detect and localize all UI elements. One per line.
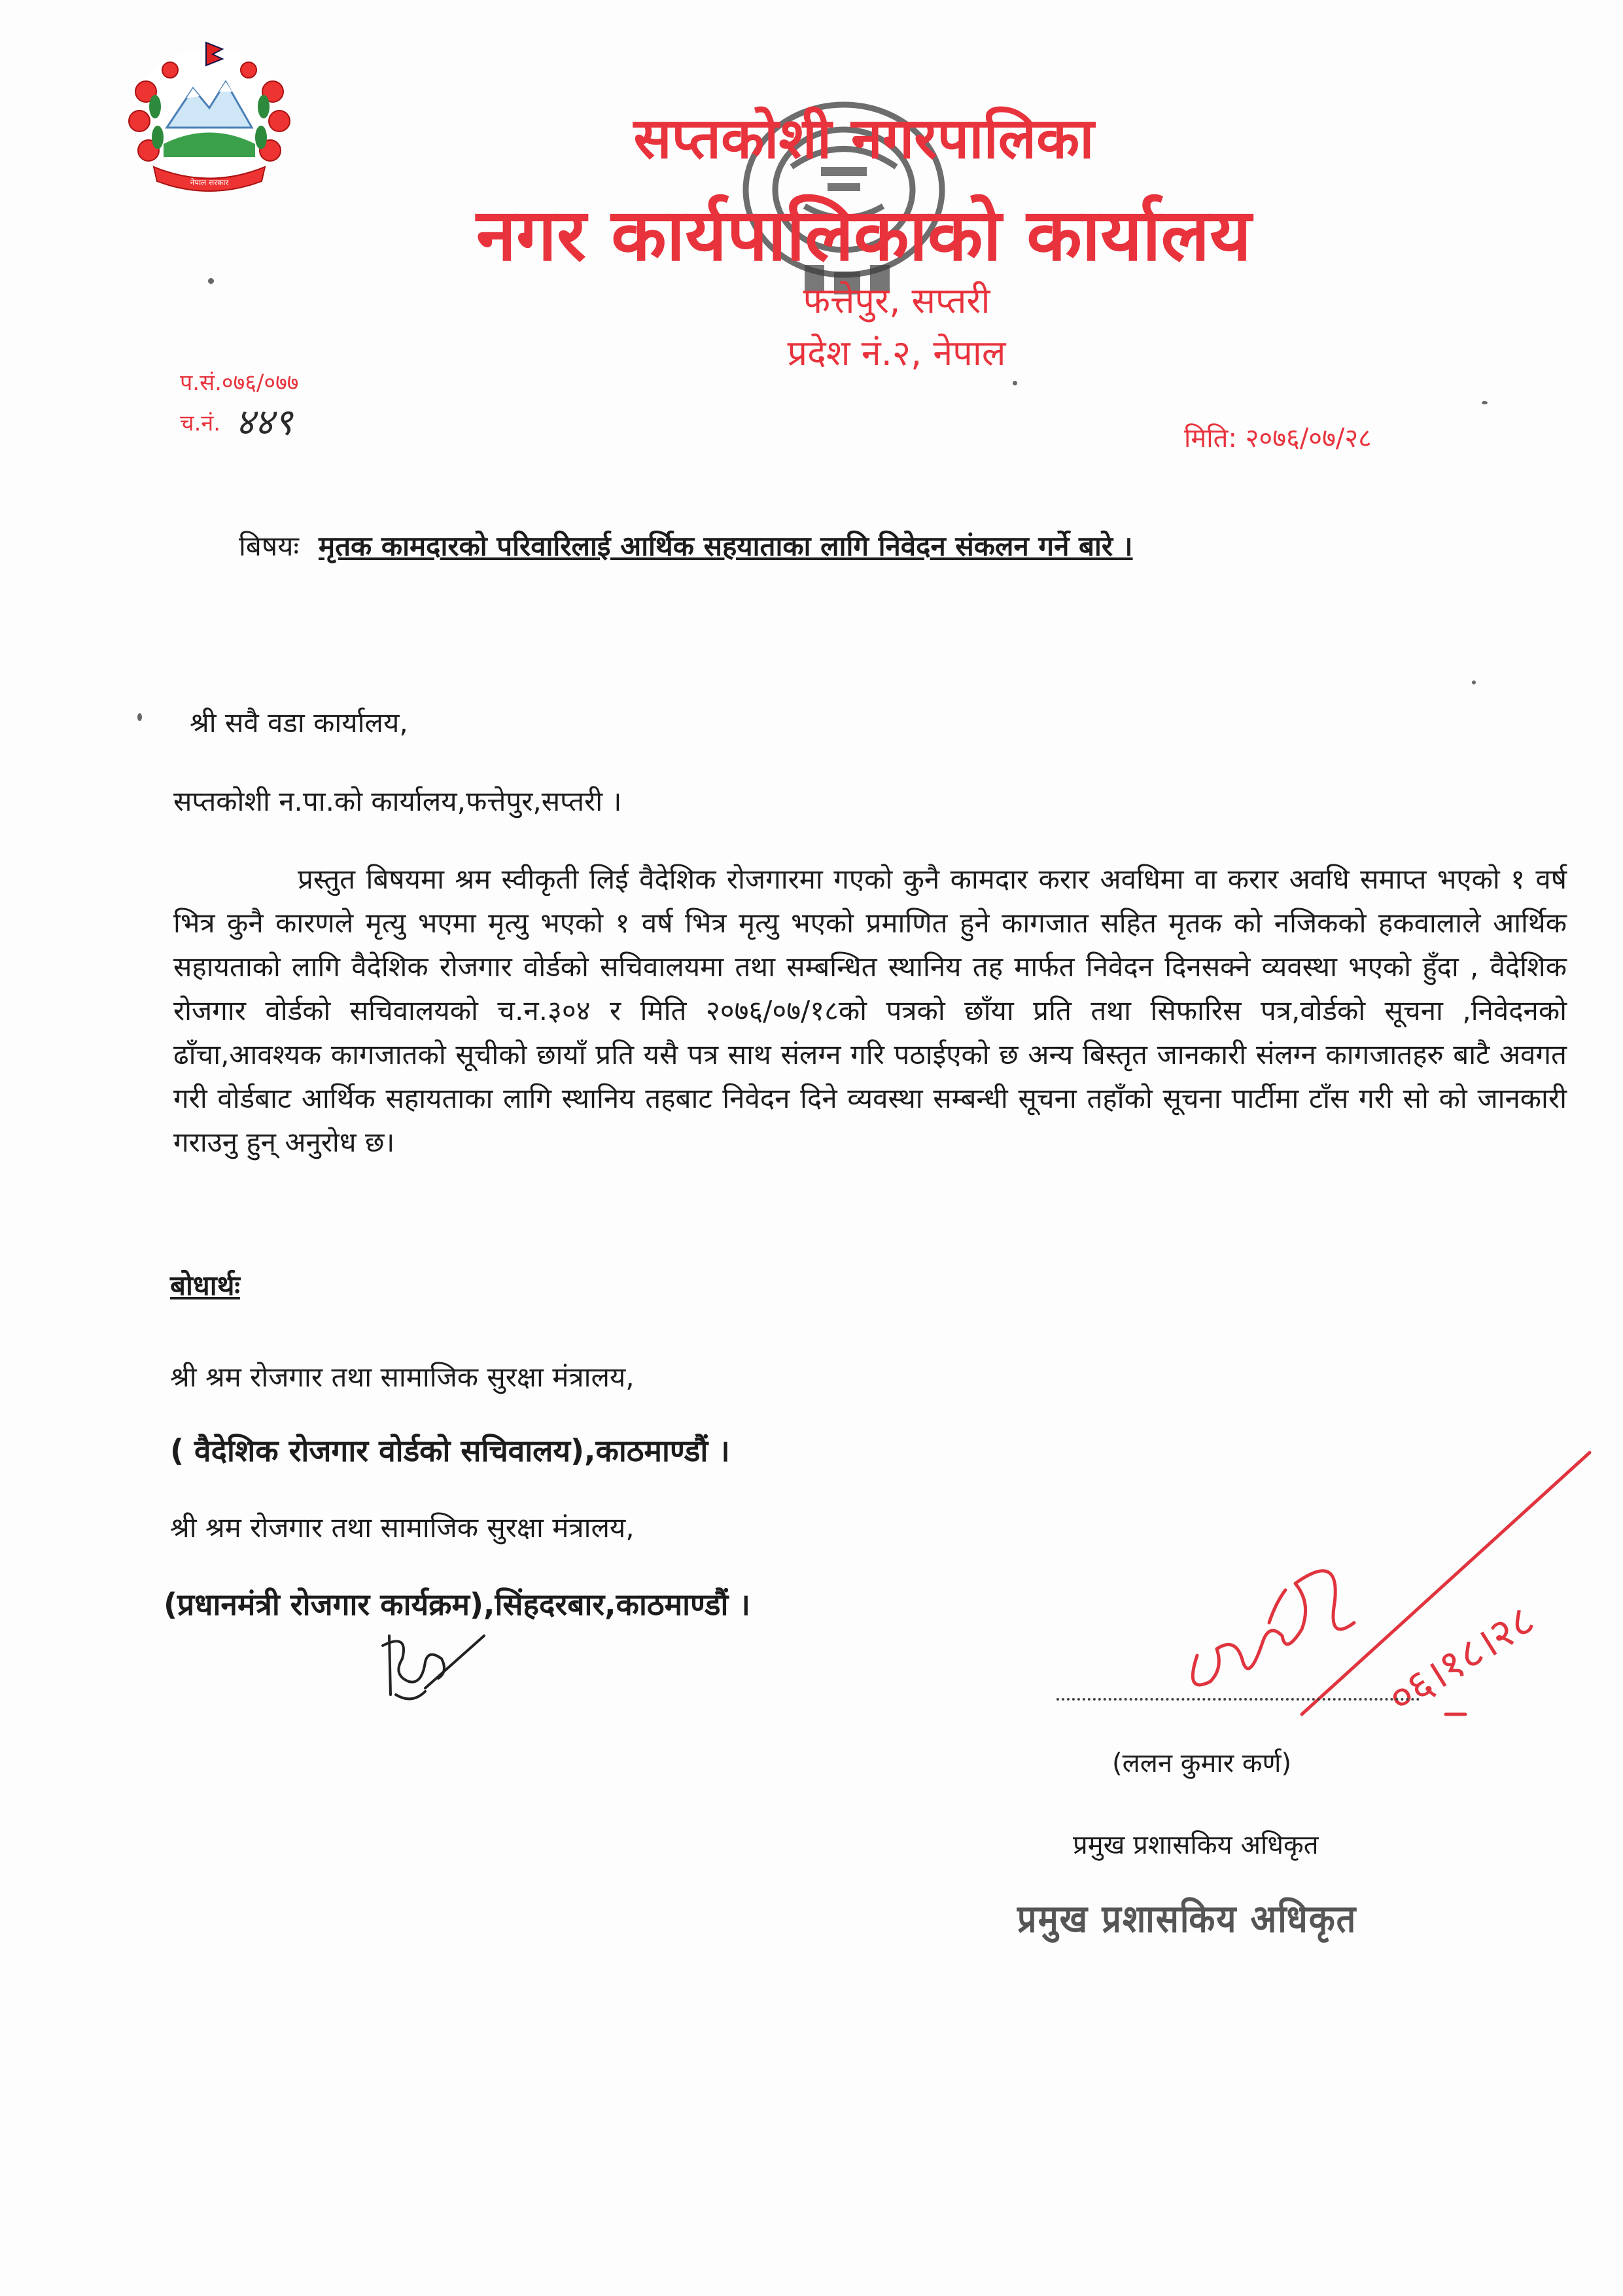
signatory-designation: प्रमुख प्रशासकिय अधिकृत (1073, 1830, 1319, 1860)
handwritten-initials (363, 1623, 494, 1708)
designation-stamp: प्रमुख प्रशासकिय अधिकृत (1017, 1897, 1357, 1941)
office-name: नगर कार्यपालिकाको कार्यालय (476, 193, 1251, 277)
signatory-name: (ललन कुमार कर्ण) (1112, 1748, 1292, 1778)
cc-line-3: श्री श्रम रोजगार तथा सामाजिक सुरक्षा मंत्रालय, (170, 1511, 635, 1544)
svg-text:नेपाल सरकार: नेपाल सरकार (190, 178, 229, 187)
letter-date: मिति: २०७६/०७/२८ (1184, 423, 1372, 453)
addressee-line-1: श्री सवै वडा कार्यालय, (190, 707, 408, 739)
signature-dotted-line (1056, 1698, 1420, 1701)
cc-line-2: ( वैदेशिक रोजगार वोर्डको सचिवालय),काठमाण्डौं । (170, 1433, 730, 1468)
scan-speck (1482, 401, 1488, 404)
scan-speck (1013, 381, 1017, 385)
fiscal-year-ref: प.सं.०७६/०७७ (180, 370, 299, 396)
subject-line (239, 527, 1133, 564)
addressee-line-2: सप्तकोशी न.पा.को कार्यालय,फत्तेपुर,सप्तरी । (173, 785, 622, 817)
letter-number: ४४९ (236, 401, 293, 444)
scan-speck (208, 278, 214, 284)
subject-label: बिषयः (239, 530, 299, 562)
office-province: प्रदेश नं.२, नेपाल (787, 332, 1006, 374)
office-address: फत्तेपुर, सप्तरी (803, 280, 990, 321)
scan-speck (1472, 680, 1476, 684)
svg-text:०६।१८।२८: ०६।१८।२८ (1380, 1596, 1543, 1723)
letter-body: प्रस्तुत बिषयमा श्रम स्वीकृती लिई वैदेशिक रोजगारमा गएको कुनै कामदार करार अवधिमा वा करार अवधि समाप्त भएको १ वर्ष भित्र कुनै कारणले मृत्यु भएमा मृत्यु भएको १ वर्ष भित्र मृत्यु भएको प्रमाणित हुने कागजात सहित मृतक को नजिकको हकवालाले आर्थिक सहायताको लागि वैदेशिक रोजगार वोर्डको सचिवालयमा तथा सम्बन्धित स्थानिय तह मार्फत निवेदन दिनसक्ने व्यवस्था भएको हुँदा , वैदेशिक रोजगार वोर्डको सचिवालयको च.न.३०४ र मिति २०७६/०७/१८को पत्रको छाँया प्रति तथा सिफारिस पत्र,वोर्डको सूचना ,निवेदनको ढाँचा,आवश्यक कागजातको सूचीको छायाँ प्रति यसै पत्र साथ संलग्न गरि पठाईएको छ अन्य बिस्तृत जानकारी संलग्न कागजातहरु बाटै अवगत गरी वोर्डबाट आर्थिक सहायताका लागि स्थानिय तहबाट निवेदन दिने व्यवस्था सम्बन्धी सूचना तहाँको सूचना पार्टीमा टाँस गरी सो को जानकारी गराउनु हुन् अनुरोध छ। (173, 863, 1567, 1158)
subject-text: मृतक कामदारको परिवारिलाई आर्थिक सहयाताका लागि निवेदन संकलन गर्ने बारे । (318, 530, 1133, 562)
municipality-name: सप्तकोशी नगरपालिका (633, 106, 1094, 171)
cc-line-4: (प्रधानमंत्री रोजगार कार्यक्रम),सिंहदरबार,काठमाण्डौं । (164, 1587, 750, 1622)
red-signature (1171, 1407, 1603, 1773)
letter-number-label: च.नं. (180, 410, 221, 436)
scan-speck (137, 713, 142, 721)
cc-line-1: श्री श्रम रोजगार तथा सामाजिक सुरक्षा मंत्रालय, (170, 1361, 635, 1393)
cc-heading: बोधार्थः (170, 1269, 240, 1301)
